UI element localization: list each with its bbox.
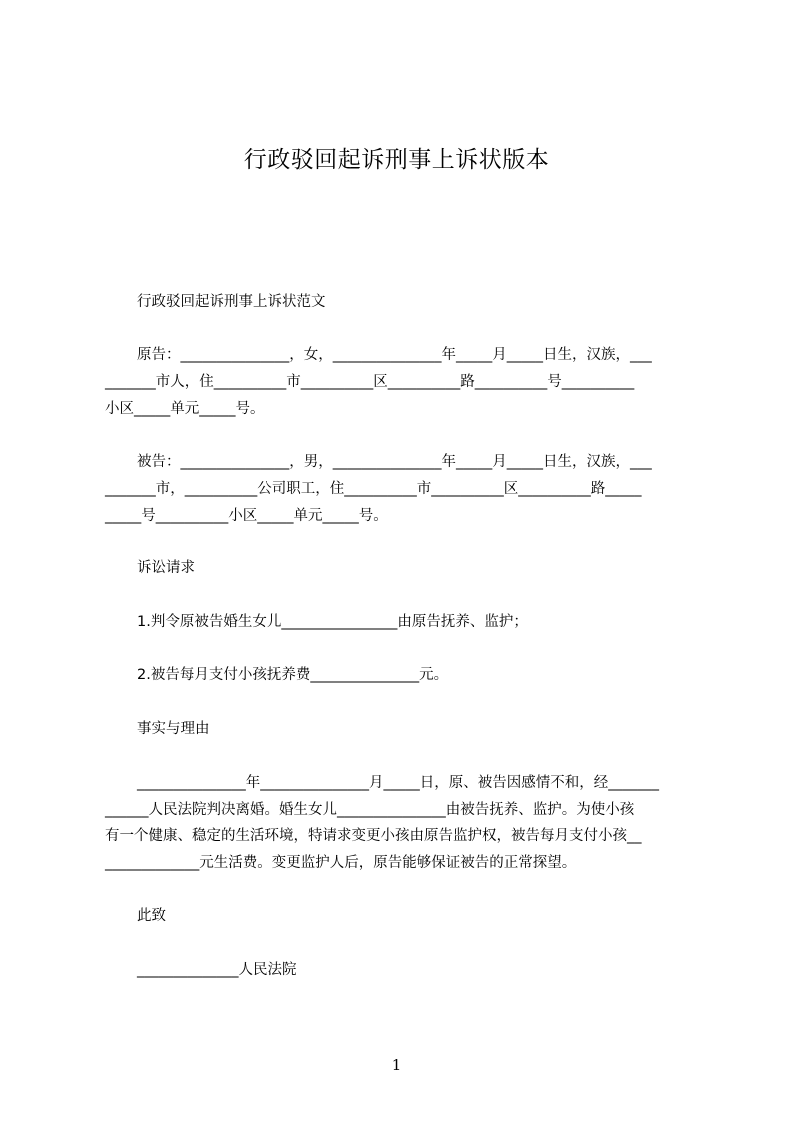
facts-line-1: _______________年_______________月_____日，原、被告因感情不和，经_______: [137, 775, 659, 791]
facts-line-4: _____________元生活费。变更监护人后，原告能够保证被告的正常探望。: [105, 855, 577, 871]
facts-line-2: ______人民法院判决离婚。婚生女儿_______________由被告抚养、监护。为使小孩: [105, 802, 635, 818]
court-name: ______________人民法院: [137, 962, 297, 978]
page-number: 1: [391, 1056, 402, 1074]
facts-heading: 事实与理由: [137, 721, 210, 737]
claims-heading: 诉讼请求: [137, 560, 195, 576]
plaintiff-line-2: _______市人，住__________市__________区__________路__________号__________: [105, 374, 635, 390]
claim-item-1: 1.判令原被告婚生女儿________________由原告抚养、监护；: [137, 614, 528, 630]
facts-line-3: 有一个健康、稳定的生活环境，特请求变更小孩由原告监护权，被告每月支付小孩__: [105, 828, 642, 844]
defendant-line-1: 被告：_______________，男，_______________年_____月_____日生，汉族，___: [137, 454, 652, 470]
page-title: 行政驳回起诉刑事上诉状版本: [243, 147, 550, 173]
closing-salutation: 此致: [137, 908, 166, 924]
plaintiff-line-1: 原告：_______________，女，_______________年_____月_____日生，汉族，___: [137, 347, 652, 363]
defendant-line-3: _____号__________小区_____单元_____号。: [105, 508, 388, 524]
claim-item-2: 2.被告每月支付小孩抚养费_______________元。: [137, 667, 449, 683]
defendant-line-2: _______市，__________公司职工，住__________市__________区__________路_____: [105, 481, 642, 497]
subtitle: 行政驳回起诉刑事上诉状范文: [137, 294, 326, 310]
plaintiff-line-3: 小区_____单元_____号。: [105, 401, 265, 417]
